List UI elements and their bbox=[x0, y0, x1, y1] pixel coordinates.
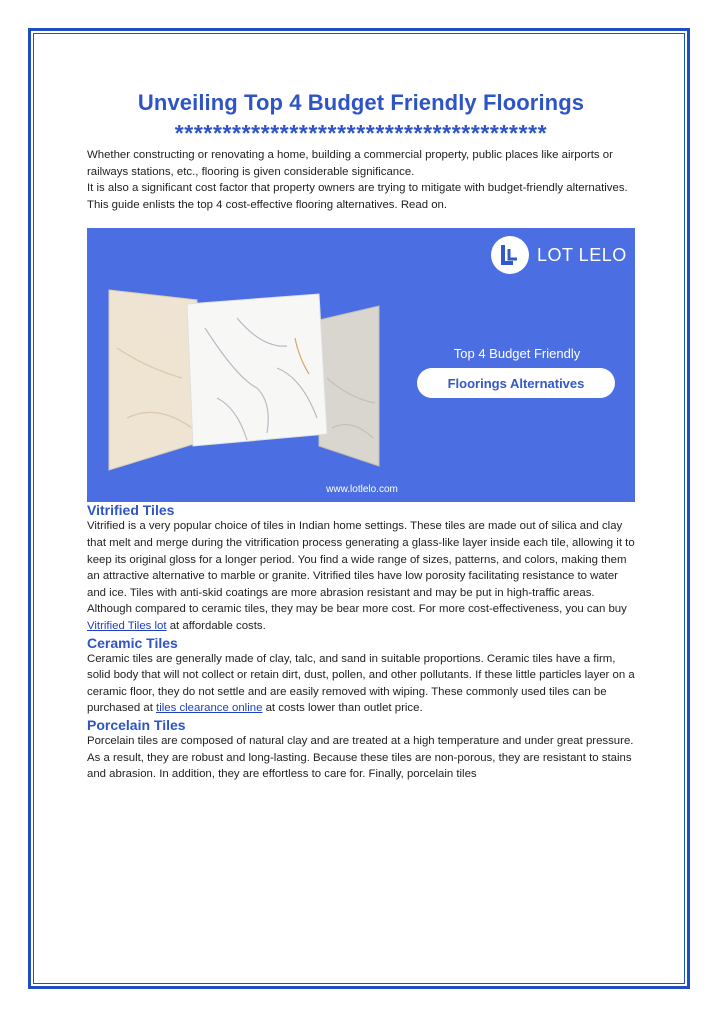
vitrified-tiles-lot-link[interactable]: Vitrified Tiles lot bbox=[87, 619, 167, 632]
intro-paragraph-2: It is also a significant cost factor that property owners are trying to mitigate with budget-friendly alternatives. This guide enlists the top 4 cost-effective flooring alternatives. Read on. bbox=[87, 182, 628, 211]
section-heading-porcelain: Porcelain Tiles bbox=[87, 716, 186, 733]
marble-tiles-illustration bbox=[87, 228, 387, 502]
brand-name: LOT LELO bbox=[537, 244, 627, 265]
banner-image bbox=[87, 228, 635, 502]
lotlelo-logo-icon bbox=[491, 236, 529, 274]
section-paragraph-ceramic: Ceramic tiles are generally made of clay, talc, and sand in suitable proportions. Ceramic tiles have a firm, solid body that will not collect or retain dirt, dust, pollen, and other pollutants. If these little particles layer on a ceramic floor, they do not settle and are easily removed with wiping. These commonly used tiles can be purchased at tiles clearance online at costs lower than outlet price. bbox=[87, 652, 635, 715]
intro-paragraph-1: Whether constructing or renovating a home, building a commercial property, public places like airports or railways stations, etc., flooring is given considerable significance. bbox=[87, 149, 613, 178]
brand-logo bbox=[491, 236, 627, 274]
tiles-clearance-online-link[interactable]: tiles clearance online bbox=[156, 702, 263, 715]
document-content bbox=[87, 84, 635, 783]
section-paragraph-vitrified: Vitrified is a very popular choice of tiles in Indian home settings. These tiles are made out of silica and clay that melt and merge during the vitrification process generating a glass-like layer inside each tile, allowing it to keep its original gloss for a longer period. You find a wide range of sizes, patterns, and colors, making them an attractive alternative to marble or granite. Vitrified tiles have low porosity facilitating resistance to water and ice. Tiles with anti-skid coatings are more abrasion resistant and may be put in high-traffic areas. Although compared to ceramic tiles, they may be bear more cost. For more cost-effectiveness, you can buy Vitrified Tiles lot at affordable costs. bbox=[87, 520, 635, 632]
banner-pill-label: Floorings Alternatives bbox=[417, 368, 615, 398]
section-heading-ceramic: Ceramic Tiles bbox=[87, 634, 178, 651]
banner-url: www.lotlelo.com bbox=[326, 484, 398, 496]
section-paragraph-porcelain: Porcelain tiles are composed of natural clay and are treated at a high temperature and under great pressure. As a result, they are robust and long-lasting. Because these tiles are non-porous, they are resistant to stains and abrasion. In addition, they are effortless to care for. Finally, porcelain tiles bbox=[87, 734, 634, 781]
document-title: Unveiling Top 4 Budget Friendly Floorings bbox=[137, 90, 585, 115]
banner-headline: Top 4 Budget Friendly bbox=[453, 346, 581, 362]
title-divider-stars: *************************************** bbox=[174, 120, 548, 146]
section-heading-vitrified: Vitrified Tiles bbox=[87, 502, 175, 519]
